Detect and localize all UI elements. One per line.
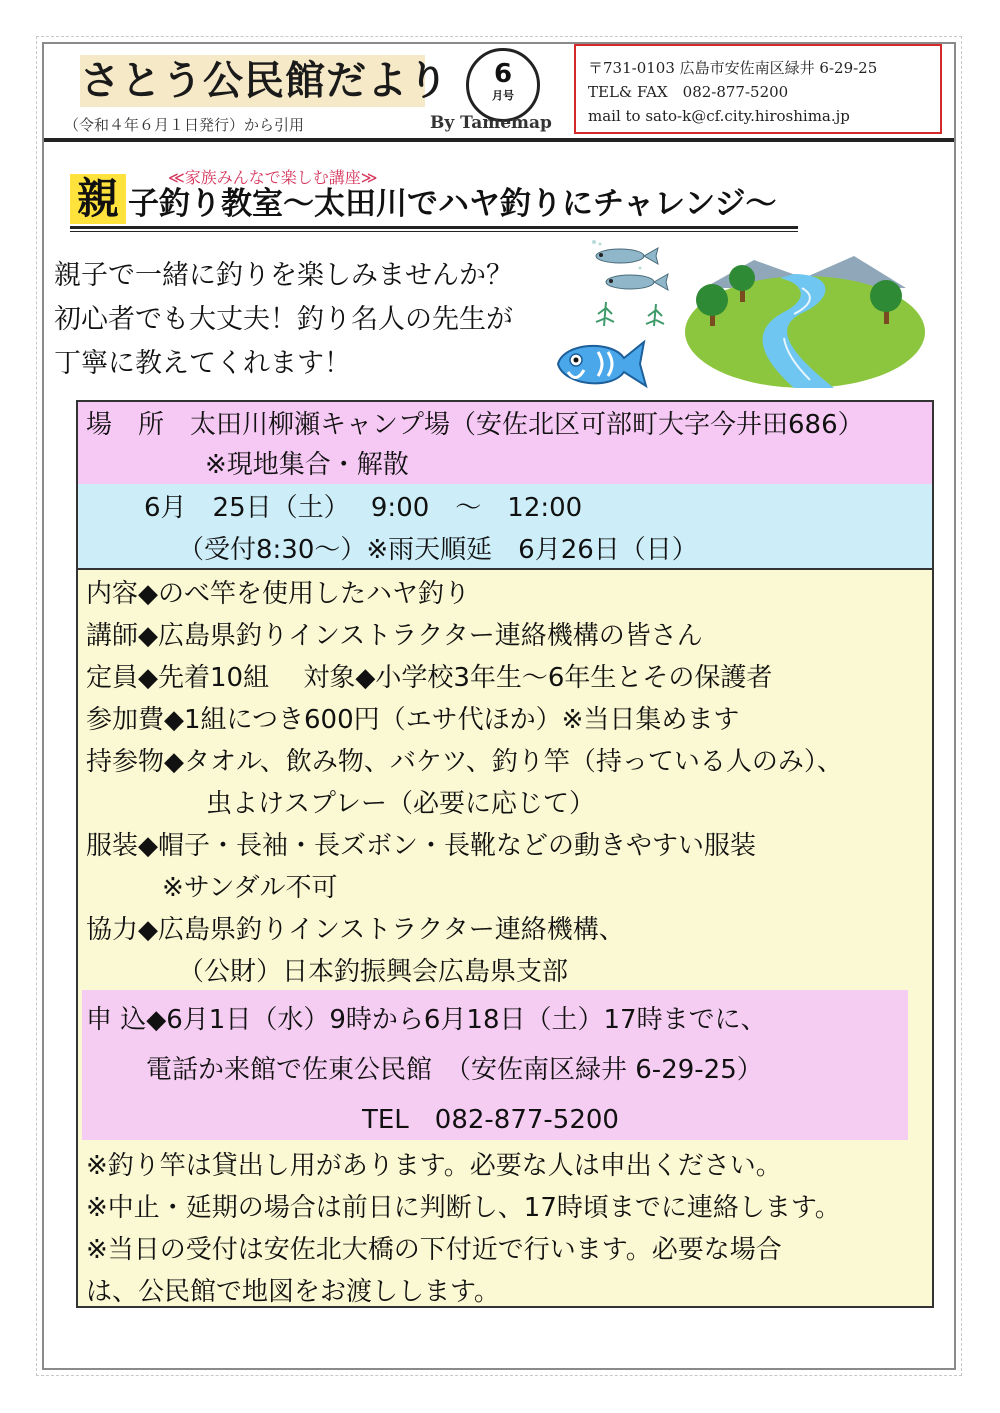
note-line: は、公民館で地図をお渡しします。 — [86, 1277, 500, 1307]
contact-address: 〒731-0103 広島市安佐南区緑井 6-29-25 — [588, 59, 878, 77]
capacity-line: 定員◆先着10組 対象◆小学校3年生～6年生とその保護者 — [86, 663, 773, 693]
headline-underline-thin — [70, 231, 798, 232]
place-line: 場 所 太田川柳瀬キャンプ場（安佐北区可部町大字今井田686） — [86, 410, 864, 440]
intro-line: 初心者でも大丈夫！釣り名人の先生が — [54, 304, 513, 335]
month-suffix: 月号 — [492, 89, 514, 102]
header-divider — [44, 138, 954, 142]
issue-note: （令和４年６月１日発行）から引用 — [64, 116, 305, 134]
date-line: 6月 25日（土） 9:00 ～ 12:00 — [144, 493, 583, 523]
place-note: ※現地集合・解散 — [205, 450, 409, 480]
river-landscape-illustration — [684, 248, 926, 388]
month-badge — [466, 48, 540, 122]
article-kicker: ≪家族みんなで楽しむ講座≫ — [168, 168, 378, 187]
clothes-line: 服装◆帽子・長袖・長ズボン・長靴などの動きやすい服装 — [86, 831, 756, 861]
intro-line: 丁寧に教えてくれます！ — [54, 348, 351, 379]
items-line: 持参物◆タオル、飲み物、バケツ、釣り竿（持っている人のみ）、 — [86, 747, 843, 777]
items-line-cont: 虫よけスプレー（必要に応じて） — [206, 789, 595, 819]
date-note: （受付8:30～）※雨天順延 6月26日（日） — [178, 535, 698, 565]
newsletter-title: さとう公民館だより — [80, 57, 449, 104]
instructor-line: 講師◆広島県釣りインストラクター連絡機構の皆さん — [86, 621, 703, 651]
contact-box — [574, 44, 942, 134]
apply-tel: TEL 082-877-5200 — [362, 1105, 619, 1135]
note-line: ※釣り竿は貸出し用があります。必要な人は申出ください。 — [86, 1151, 782, 1181]
note-line: ※中止・延期の場合は前日に判断し、17時頃までに連絡します。 — [86, 1193, 841, 1223]
headline-underline — [70, 226, 798, 229]
headline-first-char: 親 — [70, 174, 126, 224]
note-line: ※当日の受付は安佐北大橋の下付近で行います。必要な場合 — [86, 1235, 782, 1265]
cooperation-line-cont: （公財）日本釣振興会広島県支部 — [178, 957, 569, 987]
apply-line-cont: 電話か来館で佐東公民館 （安佐南区緑井 6-29-25） — [146, 1055, 763, 1085]
contact-mail: mail to sato-k@cf.city.hiroshima.jp — [588, 107, 850, 125]
clothes-note: ※サンダル不可 — [162, 873, 338, 903]
month-number: 6 — [493, 59, 513, 89]
article-intro — [54, 254, 513, 386]
apply-line: 申 込◆6月1日（水）9時から6月18日（土）17時までに、 — [86, 1005, 767, 1035]
content-line: 内容◆のべ竿を使用したハヤ釣り — [86, 579, 470, 609]
byline: By Tamemap — [430, 113, 552, 133]
fish-group-illustration — [584, 238, 676, 330]
article-headline: 子釣り教室～太田川でハヤ釣りにチャレンジ～ — [128, 186, 777, 222]
contact-tel-fax: TEL& FAX 082-877-5200 — [588, 83, 789, 101]
cooperation-line: 協力◆広島県釣りインストラクター連絡機構、 — [86, 915, 625, 945]
fish-mascot-illustration — [554, 336, 650, 392]
intro-line: 親子で一緒に釣りを楽しみませんか？ — [54, 260, 513, 291]
fee-line: 参加費◆1組につき600円（エサ代ほか）※当日集めます — [86, 705, 740, 735]
